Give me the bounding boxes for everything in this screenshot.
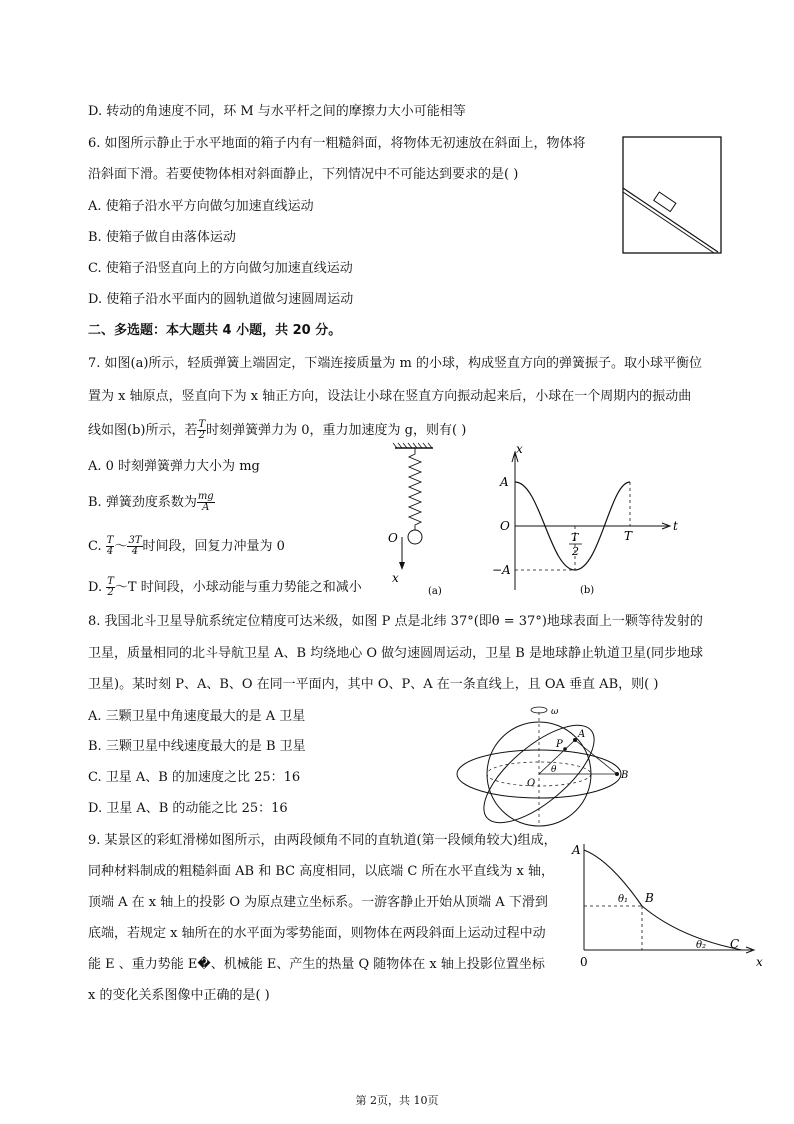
fraction-t-over-2: $\frac{T}{2}$ — [107, 576, 114, 598]
fraction-t-over-2: $\frac{T}{2}$ — [198, 419, 206, 441]
point-a-label: A — [572, 843, 581, 857]
q8-stem-line1: 8. 我国北斗卫星导航系统定位精度可达米级，如图 P 点是北纬 37°(即θ = 37°)地球表面上一颗等待发射的 — [88, 614, 703, 629]
omega-label: ω — [551, 707, 559, 717]
point-c-label: C — [730, 937, 740, 951]
point-o-label: O — [527, 778, 536, 789]
theta2-label: θ₂ — [696, 940, 707, 951]
q7-option-b: B. 弹簧劲度系数为 $\frac{mg}{A}$ — [88, 491, 214, 513]
fig-a-origin-label: O — [388, 531, 398, 545]
q9-stem-line6: x 的变化关系图像中正确的是( ) — [88, 988, 270, 1003]
q8-option-c: C. 卫星 A、B 的加速度之比 25：16 — [88, 770, 301, 785]
point-a-label: A — [578, 729, 586, 740]
q7-option-c: C. $\frac{T}{4}$ ～ $\frac{3T}{4}$ 时间段，回复力冲量为 0 — [88, 535, 285, 557]
q5-option-d: D. 转动的角速度不同，环 M 与水平杆之间的摩擦力大小可能相等 — [88, 104, 466, 119]
fig-b-time-axis-label: t — [673, 519, 678, 533]
fig-a-x-label: x — [392, 571, 399, 585]
q9-stem-line4: 底端，若规定 x 轴所在的水平面为零势能面，则物体在两段斜面上运动过程中动 — [88, 926, 546, 941]
q6-option-a: A. 使箱子沿水平方向做匀加速直线运动 — [88, 199, 314, 214]
point-b-label: B — [645, 891, 654, 905]
q7-oscillation-graph — [490, 440, 690, 602]
point-p-label: P — [556, 739, 563, 750]
q9-stem-line1: 9. 某景区的彩虹滑梯如图所示，由两段倾角不同的直轨道(第一段倾角较大)组成， — [88, 833, 557, 848]
q8-option-d: D. 卫星 A、B 的动能之比 25：16 — [88, 801, 288, 816]
fraction-3t-over-4: $\frac{3T}{4}$ — [128, 535, 142, 557]
q7-stem-line2: 置为 x 轴原点，竖直向下为 x 轴正方向，设法让小球在竖直方向振动起来后，小球在一个周期内的振动曲 — [88, 389, 692, 404]
q6-option-c: C. 使箱子沿竖直向上的方向做匀加速直线运动 — [88, 261, 353, 276]
q7-stem-line1: 7. 如图(a)所示，轻质弹簧上端固定，下端连接质量为 m 的小球，构成竖直方向的弹簧振子。取小球平衡位 — [88, 356, 703, 371]
point-b-label: B — [621, 770, 629, 781]
q8-stem-line3: 卫星)。某时刻 P、A、B、O 在同一平面内，其中 O、P、A 在一条直线上，且 OA 垂直 AB，则( ) — [88, 677, 659, 692]
page-footer: 第 2页，共 10页 — [355, 1094, 439, 1107]
section-heading: 二、多选题：本大题共 4 小题，共 20 分。 — [88, 323, 342, 338]
q8-option-a: A. 三颗卫星中角速度最大的是 A 卫星 — [88, 709, 306, 724]
fraction-t-over-4: $\frac{T}{4}$ — [106, 535, 114, 557]
q9-stem-line3: 顶端 A 在 x 轴上的投影 O 为原点建立坐标系。一游客静止开始从顶端 A 下滑到 — [88, 895, 548, 910]
fig-b-x-axis-label: x — [516, 442, 523, 456]
x-axis-label: x — [756, 955, 763, 969]
q7-option-a: A. 0 时刻弹簧弹力大小为 mg — [88, 459, 260, 474]
origin-label: 0 — [580, 955, 588, 969]
q7-option-d: D. $\frac{T}{2}$ ～T 时间段，小球动能与重力势能之和减小 — [88, 576, 362, 598]
q9-slide-figure — [570, 838, 770, 973]
q8-orbit-figure — [455, 700, 655, 840]
fig-b-neg-a-label: −A — [492, 563, 511, 577]
q6-option-d: D. 使箱子沿水平面内的圆轨道做匀速圆周运动 — [88, 292, 354, 307]
q7-spring-figure — [385, 442, 455, 602]
q8-stem-line2: 卫星，质量相同的北斗导航卫星 A、B 均绕地心 O 做匀速圆周运动，卫星 B 是地球静止轨道卫星(同步地球 — [88, 646, 704, 661]
fig-a-caption: (a) — [428, 586, 442, 597]
q6-stem-line2: 沿斜面下滑。若要使物体相对斜面静止，下列情况中不可能达到要求的是( ) — [88, 167, 519, 182]
q8-option-b: B. 三颗卫星中线速度最大的是 B 卫星 — [88, 739, 306, 754]
q6-stem-line1: 6. 如图所示静止于水平地面的箱子内有一粗糙斜面，将物体无初速放在斜面上，物体将 — [88, 136, 586, 151]
q9-stem-line2: 同种材料制成的粗糙斜面 AB 和 BC 高度相同，以底端 C 所在水平直线为 x 轴， — [88, 864, 555, 879]
q7-stem-line3: 线如图(b)所示，若 $\frac{T}{2}$ 时刻弹簧弹力为 0，重力加速度为 g，则有( ) — [88, 419, 467, 441]
fraction-mg-over-a: $\frac{mg}{A}$ — [197, 491, 214, 513]
fig-b-half-t-den: 2 — [572, 545, 579, 558]
fig-b-caption: (b) — [580, 585, 595, 596]
q9-stem-line5: 能 E 、重力势能 E�、机械能 E、产生的热量 Q 随物体在 x 轴上投影位置坐标 — [88, 957, 545, 972]
fig-b-t-label: T — [624, 529, 633, 543]
q6-option-b: B. 使箱子做自由落体运动 — [88, 230, 236, 245]
fig-b-a-label: A — [500, 475, 509, 489]
theta1-label: θ₁ — [618, 894, 629, 905]
fig-b-half-t-num: T — [571, 531, 579, 544]
fig-b-origin-label: O — [500, 519, 510, 533]
theta-label: θ — [551, 765, 557, 775]
q6-box-figure — [622, 136, 722, 254]
